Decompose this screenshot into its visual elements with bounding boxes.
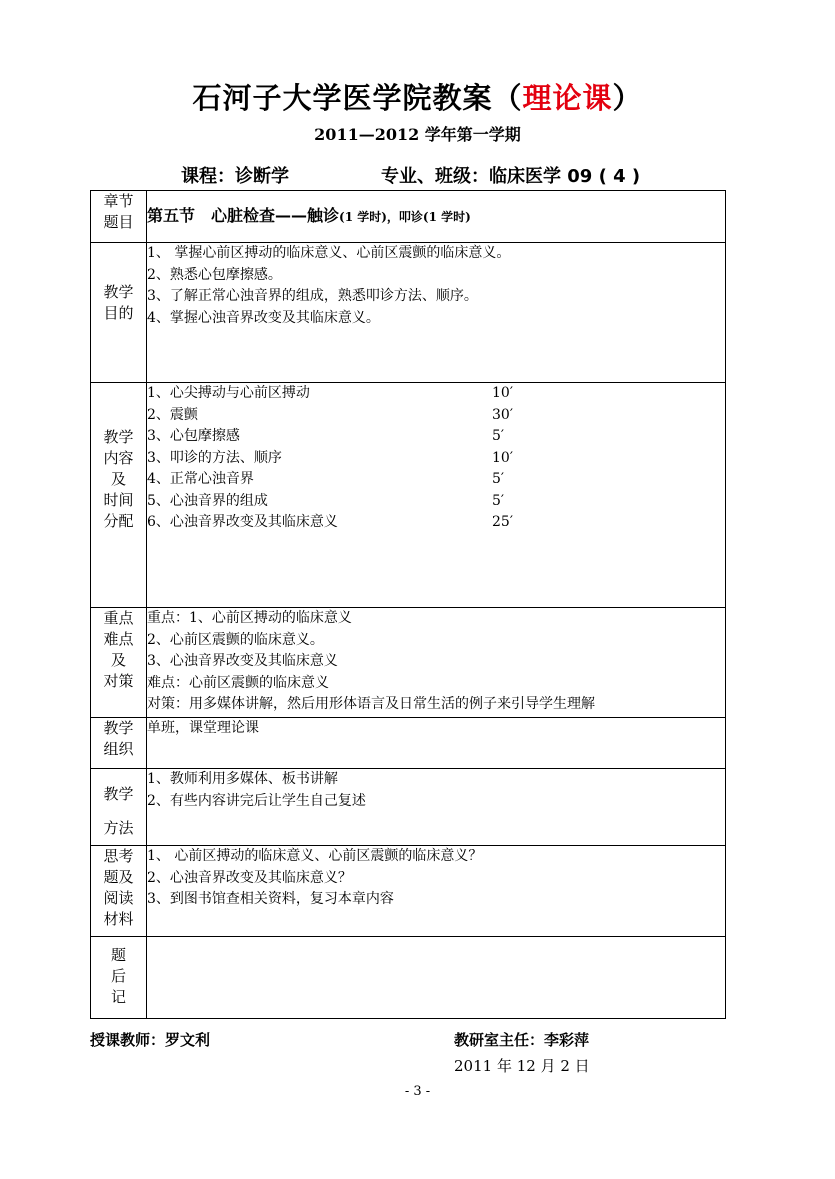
objectives-content [147, 243, 726, 383]
keypoint-line: 对策：用多媒体讲解，然后用形体语言及日常生活的例子来引导学生理解 [147, 696, 595, 712]
row-objectives [91, 243, 726, 383]
row-questions [91, 846, 726, 937]
keypoint-line: 重点：1、心前区搏动的临床意义 [147, 610, 352, 626]
label-methods: 教学 方法 [91, 769, 147, 846]
chapter-title [147, 191, 726, 243]
objective-line: 1、 掌握心前区搏动的临床意义、心前区震颤的临床意义。 [147, 245, 511, 261]
question-line: 3、到图书馆查相关资料，复习本章内容 [147, 891, 394, 907]
row-content [91, 383, 726, 608]
schedule-item [147, 512, 725, 534]
row-organization [91, 718, 726, 769]
schedule-item-text: 1、心尖搏动与心前区搏动 [147, 385, 310, 401]
chapter-title-tail: (1 学时)，叩诊(1 学时) [339, 210, 471, 224]
schedule-item-time: 5′ [492, 471, 505, 487]
notes-content [147, 937, 726, 1019]
schedule-item-time: 5′ [492, 428, 505, 444]
schedule-item-time: 10′ [492, 385, 513, 401]
questions-content [147, 846, 726, 937]
schedule-item-time: 10′ [492, 449, 513, 466]
method-line: 2、有些内容讲完后让学生自己复述 [147, 792, 366, 809]
page-number: - 3 - [404, 1084, 431, 1099]
question-line: 2、心浊音界改变及其临床意义？ [147, 869, 352, 886]
chapter-title-main: 第五节 心脏检查——触诊 [147, 206, 340, 225]
schedule-item-time: 25′ [492, 514, 513, 530]
schedule-item-text: 6、心浊音界改变及其临床意义 [147, 514, 338, 530]
lesson-plan-table [90, 190, 726, 1019]
sign-date: 2011 年 12 月 2 日 [454, 1057, 590, 1075]
label-content: 教学 内容 及 时间 分配 [91, 383, 147, 608]
row-methods [91, 769, 726, 846]
schedule-item-text: 5、心浊音界的组成 [147, 492, 268, 509]
schedule-item-text: 4、正常心浊音界 [147, 471, 254, 487]
organization-content [147, 718, 726, 769]
label-notes: 题 后 记 [91, 937, 147, 1019]
schedule-item-text: 2、震颤 [147, 406, 198, 423]
schedule-item [147, 405, 725, 427]
schedule-item-text: 3、心包摩擦感 [147, 428, 240, 444]
label-chapter: 章节 题目 [91, 191, 147, 243]
schedule-item [147, 491, 725, 513]
objective-line: 2、熟悉心包摩擦感。 [147, 266, 282, 283]
method-line: 1、教师利用多媒体、板书讲解 [147, 771, 338, 787]
label-questions: 思考 题及 阅读 材料 [91, 846, 147, 937]
organization-line: 单班，课堂理论课 [147, 720, 259, 736]
keypoint-line: 难点：心前区震颤的临床意义 [147, 674, 329, 691]
row-keypoints [91, 608, 726, 718]
title-end: ） [612, 81, 643, 115]
question-line: 1、 心前区搏动的临床意义、心前区震颤的临床意义？ [147, 848, 483, 864]
content-schedule [147, 383, 726, 608]
term-line: 2011—2012 学年第一学期 [314, 125, 521, 144]
objective-line: 3、了解正常心浊音界的组成，熟悉叩诊方法、顺序。 [147, 288, 478, 304]
methods-content [147, 769, 726, 846]
schedule-item [147, 426, 725, 448]
major-label: 专业、班级：临床医学 09 ( 4 ) [381, 166, 641, 187]
label-objectives: 教学 目的 [91, 243, 147, 383]
schedule-item [147, 383, 725, 405]
schedule-item-time: 5′ [492, 492, 505, 509]
keypoint-line: 2、心前区震颤的临床意义。 [147, 631, 324, 648]
schedule-item-time: 30′ [492, 406, 513, 423]
course-label: 课程：诊断学 [181, 166, 289, 187]
schedule-item [147, 469, 725, 491]
keypoints-content [147, 608, 726, 718]
teacher-name: 授课教师：罗文利 [90, 1031, 211, 1049]
schedule-item [147, 448, 725, 470]
title-main: 石河子大学医学院教案（ [192, 81, 523, 115]
label-organization: 教学 组织 [91, 718, 147, 769]
schedule-item-text: 3、叩诊的方法、顺序 [147, 449, 282, 466]
document-title [0, 76, 835, 117]
objective-line: 4、掌握心浊音界改变及其临床意义。 [147, 309, 380, 326]
keypoint-line: 3、心浊音界改变及其临床意义 [147, 653, 338, 669]
row-chapter [91, 191, 726, 243]
title-highlight: 理论课 [522, 81, 613, 115]
director-name: 教研室主任：李彩萍 [454, 1031, 590, 1049]
row-notes [91, 937, 726, 1019]
label-keypoints: 重点 难点 及 对策 [91, 608, 147, 718]
